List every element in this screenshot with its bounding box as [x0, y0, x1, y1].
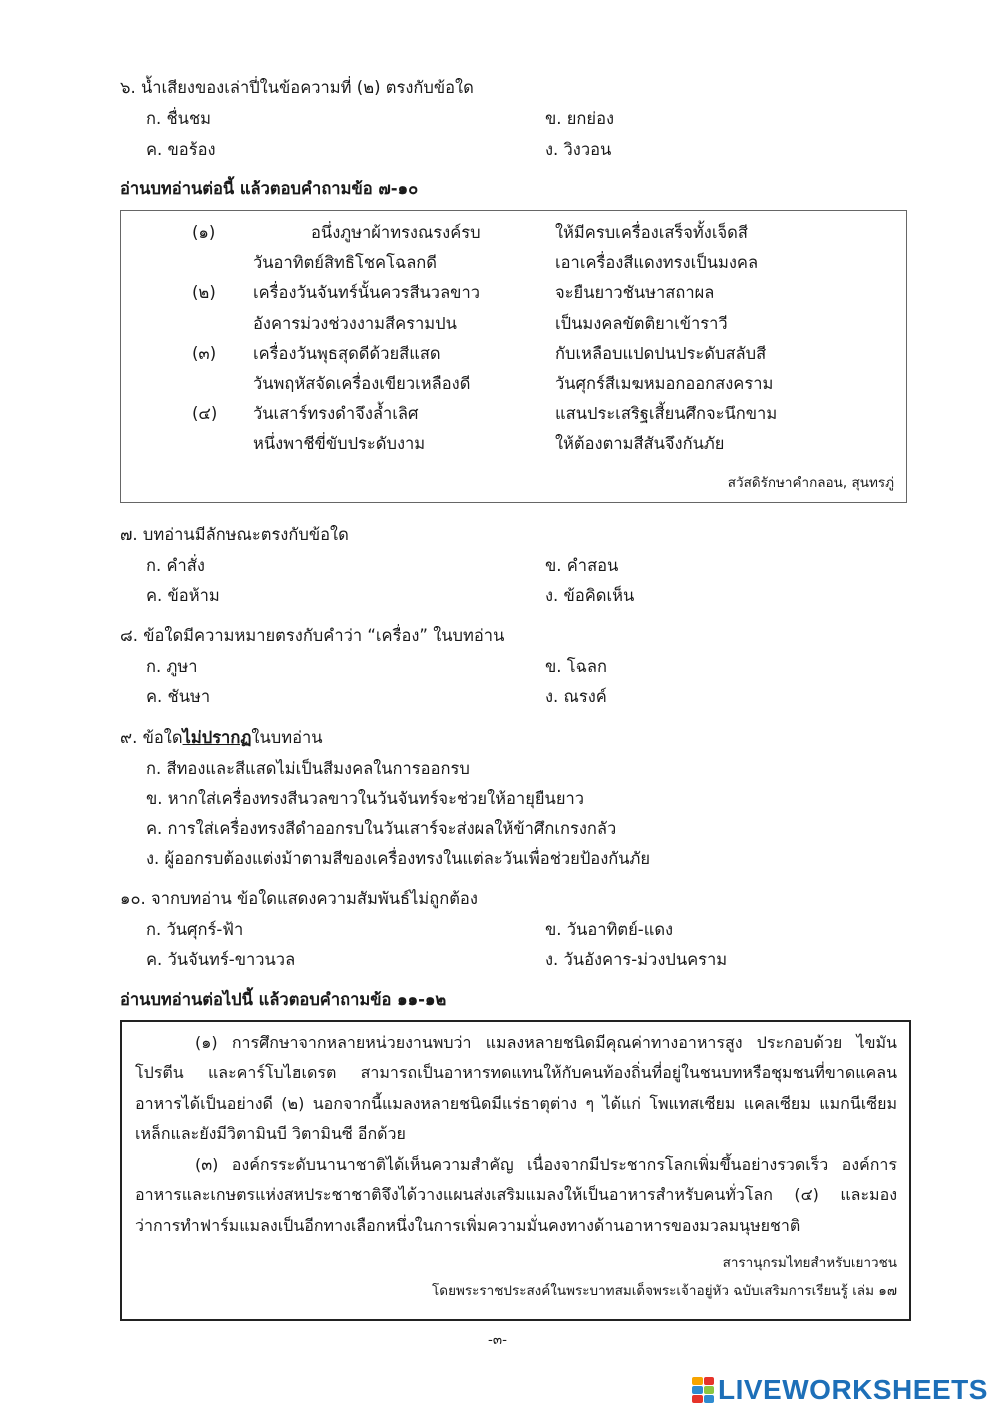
- q6-option-c[interactable]: ค. ขอร้อง: [146, 140, 216, 159]
- passage-paragraph-1: [135, 1028, 897, 1149]
- q8-question: ๘. ข้อใดมีความหมายตรงกับคำว่า “เครื่อง” ในบทอ่าน: [120, 626, 505, 645]
- poem-line-first-half: หนึ่งพาชีขี่ขับประดับงาม: [253, 434, 426, 454]
- q9-option-d[interactable]: ง. ผู้ออกรบต้องแต่งม้าตามสีของเครื่องทรงในแต่ละวันเพื่อช่วยป้องกันภัย: [146, 849, 651, 868]
- q7-option-b[interactable]: ข. คำสอน: [545, 556, 619, 575]
- section-heading-11-12: อ่านบทอ่านต่อไปนี้ แล้วตอบคำถามข้อ ๑๑-๑๒: [120, 990, 447, 1009]
- poem-stanza-number: (๔): [192, 404, 218, 424]
- poem-line-second-half: ให้ต้องตามสีสันจึงกันภัย: [555, 434, 725, 454]
- q10-option-b[interactable]: ข. วันอาทิตย์-แดง: [545, 920, 674, 939]
- q7-option-a[interactable]: ก. คำสั่ง: [146, 556, 205, 575]
- q9-question: [120, 730, 323, 747]
- liveworksheets-logo: [692, 1373, 988, 1407]
- q9-option-b[interactable]: ข. หากใส่เครื่องทรงสีนวลขาวในวันจันทร์จะช่วยให้อายุยืนยาว: [146, 789, 585, 808]
- q7-option-c[interactable]: ค. ข้อห้าม: [146, 586, 220, 605]
- poem-line-first-half: อังคารม่วงช่วงงามสีครามปน: [253, 313, 457, 333]
- poem-line-first-half: วันพฤหัสจัดเครื่องเขียวเหลืองดี: [253, 374, 471, 393]
- poem-line-first-half: อนึ่งภูษาผ้าทรงณรงค์รบ: [311, 223, 481, 242]
- poem-line-second-half: กับเหลือบแปดปนประดับสลับสี: [555, 343, 767, 363]
- q9-option-c[interactable]: ค. การใส่เครื่องทรงสีดำออกรบในวันเสาร์จะส่งผลให้ข้าศึกเกรงกลัว: [146, 819, 617, 838]
- poem-stanza-number: (๑): [192, 223, 216, 242]
- poem-line-first-half: วันอาทิตย์สิทธิโชคโฉลกดี: [253, 253, 438, 273]
- poem-line-second-half: เป็นมงคลขัตติยาเข้าราวี: [555, 313, 728, 333]
- liveworksheets-logo-icon: [692, 1377, 714, 1403]
- q9-question-pre: ๙. ข้อใด: [120, 728, 183, 747]
- q10-option-d[interactable]: ง. วันอังคาร-ม่วงปนคราม: [545, 950, 728, 969]
- section-heading-7-10: อ่านบทอ่านต่อนี้ แล้วตอบคำถามข้อ ๗-๑๐: [120, 179, 419, 198]
- q6-option-a[interactable]: ก. ชื่นชม: [146, 109, 212, 128]
- passage-paragraph-1-text: (๑) การศึกษาจากหลายหน่วยงานพบว่า แมลงหลายชนิดมีคุณค่าทางอาหารสูง ประกอบด้วย ไขมัน โปรตีน และคาร์โบไฮเดรต สามารถเป็นอาหารทดแทนให้กับคนท้องถิ่นที่อยู่ในชนบทหรือชุมชนที่ขาดแคลนอาหารได้เป็นอย่างดี (๒) นอกจากนี้แมลงหลายชนิดมีแร่ธาตุต่าง ๆ ได้แก่ โพแทสเซียม แคลเซียม แมกนีเซียม เหล็กและยังมีวิตามินบี วิตามินซี อีกด้วย: [135, 1033, 897, 1143]
- q7-option-d[interactable]: ง. ข้อคิดเห็น: [545, 586, 635, 605]
- poem-line-first-half: วันเสาร์ทรงดำจึงล้ำเลิศ: [253, 404, 419, 424]
- q9-option-a[interactable]: ก. สีทองและสีแสดไม่เป็นสีมงคลในการออกรบ: [146, 759, 470, 778]
- q6-option-b[interactable]: ข. ยกย่อง: [545, 109, 615, 128]
- q6-option-d[interactable]: ง. วิงวอน: [545, 140, 612, 159]
- passage-paragraph-2: [135, 1150, 897, 1241]
- poem-line-second-half: เอาเครื่องสีแดงทรงเป็นมงคล: [555, 253, 759, 273]
- liveworksheets-wordmark: LIVEWORKSHEETS: [718, 1374, 988, 1405]
- passage-source-line-1: สารานุกรมไทยสำหรับเยาวชน: [722, 1255, 897, 1271]
- q9-question-emphasis: ไม่ปรากฏ: [182, 728, 252, 747]
- poem-source: สวัสดิรักษาคำกลอน, สุนทรภู่: [727, 475, 894, 491]
- poem-line-second-half: วันศุกร์สีเมฆหมอกออกสงคราม: [555, 374, 774, 393]
- q8-option-a[interactable]: ก. ภูษา: [146, 657, 198, 676]
- q9-question-post: ในบทอ่าน: [251, 728, 323, 747]
- poem-stanza-number: (๒): [192, 283, 216, 303]
- q8-option-c[interactable]: ค. ชันษา: [146, 687, 211, 706]
- poem-line-first-half: เครื่องวันจันทร์นั้นควรสีนวลขาว: [253, 283, 480, 303]
- poem-box: [120, 210, 907, 503]
- q10-option-c[interactable]: ค. วันจันทร์-ขาวนวล: [146, 950, 296, 969]
- q8-option-d[interactable]: ง. ณรงค์: [545, 687, 607, 706]
- page-number: -๓-: [488, 1332, 507, 1348]
- q6-question: ๖. น้ำเสียงของเล่าปี่ในข้อความที่ (๒) ตรงกับข้อใด: [120, 78, 474, 97]
- passage-paragraph-2-text: (๓) องค์กรระดับนานาชาติได้เห็นความสำคัญ เนื่องจากมีประชากรโลกเพิ่มขึ้นอย่างรวดเร็ว องค์การอาหารและเกษตรแห่งสหประชาชาติจึงได้วางแผนส่งเสริมแมลงให้เป็นอาหารสำหรับคนทั่วโลก (๔) และมองว่าการทำฟาร์มแมลงเป็นอีกทางเลือกหนึ่งในการเพิ่มความมั่นคงทางด้านอาหารของมวลมนุษยชาติ: [135, 1155, 897, 1235]
- poem-line-second-half: แสนประเสริฐเสี้ยนศึกจะนึกขาม: [555, 404, 778, 424]
- q7-question: ๗. บทอ่านมีลักษณะตรงกับข้อใด: [120, 525, 349, 544]
- poem-line-first-half: เครื่องวันพุธสุดดีด้วยสีแสด: [253, 343, 441, 363]
- q10-option-a[interactable]: ก. วันศุกร์-ฟ้า: [146, 920, 244, 939]
- poem-line-second-half: จะยืนยาวชันษาสถาผล: [555, 283, 715, 303]
- passage-source-line-2: โดยพระราชประสงค์ในพระบาทสมเด็จพระเจ้าอยู่หัว ฉบับเสริมการเรียนรู้ เล่ม ๑๗: [432, 1283, 897, 1299]
- q8-option-b[interactable]: ข. โฉลก: [545, 657, 607, 676]
- poem-stanza-number: (๓): [192, 343, 217, 363]
- q10-question: ๑๐. จากบทอ่าน ข้อใดแสดงความสัมพันธ์ไม่ถูกต้อง: [120, 889, 478, 908]
- poem-line-second-half: ให้มีครบเครื่องเสร็จทั้งเจ็ดสี: [555, 223, 748, 242]
